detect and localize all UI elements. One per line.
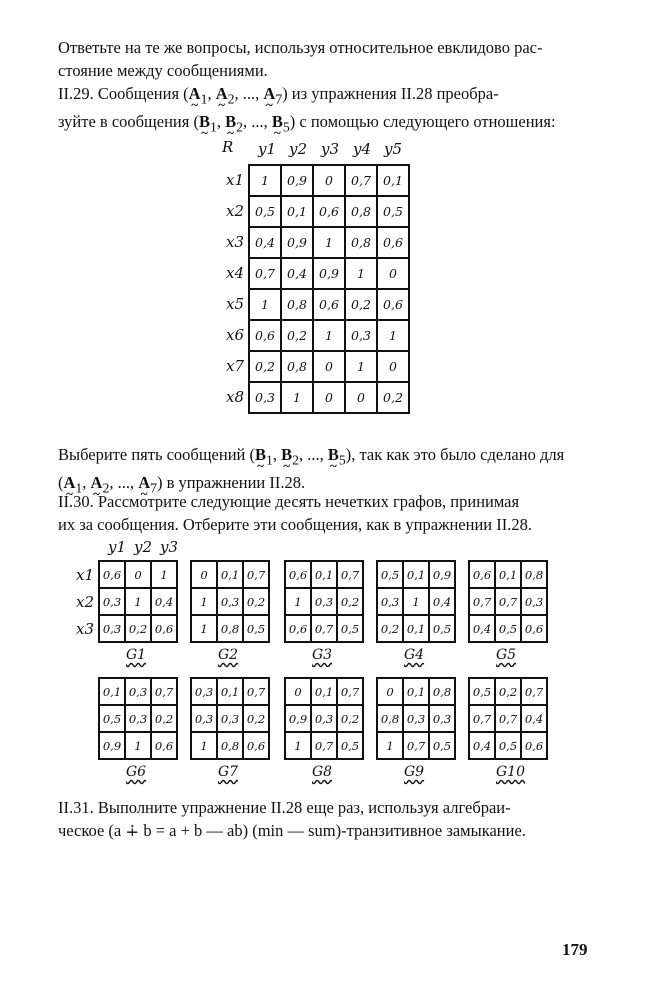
- graph-cell: 0,6: [469, 561, 495, 588]
- graph-cell: 0,2: [337, 705, 363, 732]
- relation-row: [249, 227, 409, 258]
- graph-cell: 0,3: [99, 615, 125, 642]
- graph-label: G6: [126, 764, 147, 780]
- graph-cell: 0,1: [403, 561, 429, 588]
- graph-row: [99, 705, 177, 732]
- relation-cell: 0,5: [249, 196, 281, 227]
- relation-cell: 1: [281, 382, 313, 413]
- row-header: x6: [226, 326, 245, 344]
- graph-cell: 0,3: [125, 678, 151, 705]
- text-line: Ответьте на те же вопросы, используя относительное евклидово рас-: [58, 38, 543, 57]
- graph-row: [469, 678, 547, 705]
- graph-cell: 0,9: [99, 732, 125, 759]
- relation-cell: 0,8: [345, 196, 377, 227]
- graph-cell: 0,1: [495, 561, 521, 588]
- graph-row: [191, 678, 269, 705]
- relation-row: [249, 289, 409, 320]
- graph-cell: 0,2: [243, 588, 269, 615]
- fuzzy-graph-table: [284, 677, 364, 760]
- graph-cell: 0,1: [403, 615, 429, 642]
- row-header: x2: [76, 593, 95, 611]
- relation-cell: 0,2: [345, 289, 377, 320]
- graph-cell: 0,4: [469, 732, 495, 759]
- graph-label: G7: [218, 764, 239, 780]
- graph-cell: 1: [191, 732, 217, 759]
- row-header: x4: [226, 264, 245, 282]
- relation-cell: 0: [345, 382, 377, 413]
- relation-cell: 0: [313, 351, 345, 382]
- relation-cell: 0,2: [281, 320, 313, 351]
- graph-cell: 0,4: [521, 705, 547, 732]
- graph-cell: 0,3: [217, 705, 243, 732]
- exercise-II-30: [58, 490, 598, 536]
- graph-label: G9: [404, 764, 425, 780]
- graph-cell: 0,3: [377, 588, 403, 615]
- graph-label: G5: [496, 647, 517, 663]
- relation-cell: 0,4: [281, 258, 313, 289]
- fuzzy-graph-table: [376, 560, 456, 643]
- graph-label: G3: [312, 647, 333, 663]
- graph-row: [285, 588, 363, 615]
- graph-cell: 0,5: [495, 732, 521, 759]
- row-header: x3: [226, 233, 245, 251]
- relation-cell: 0,6: [249, 320, 281, 351]
- text-line: стояние между сообщениями.: [58, 61, 268, 80]
- graph-cell: 0: [285, 678, 311, 705]
- graph-cell: 0,5: [243, 615, 269, 642]
- graph-cell: 0,7: [337, 678, 363, 705]
- col-header: y3: [160, 538, 179, 556]
- relation-cell: 1: [249, 289, 281, 320]
- graph-cell: 0,8: [429, 678, 455, 705]
- fuzzy-graph-table: [468, 677, 548, 760]
- graph-row: [377, 561, 455, 588]
- row-header: x2: [226, 202, 245, 220]
- relation-cell: 0,2: [249, 351, 281, 382]
- relation-cell: 0,7: [249, 258, 281, 289]
- graph-cell: 0,2: [495, 678, 521, 705]
- graph-cell: 0,8: [377, 705, 403, 732]
- graph-cell: 0,2: [151, 705, 177, 732]
- relation-cell: 1: [345, 258, 377, 289]
- graph-cell: 0,3: [429, 705, 455, 732]
- graph-cell: 1: [151, 561, 177, 588]
- graph-cell: 0,5: [429, 615, 455, 642]
- graph-row: [377, 615, 455, 642]
- graph-cell: 1: [125, 588, 151, 615]
- graph-cell: 0,4: [151, 588, 177, 615]
- relation-cell: 0,6: [377, 289, 409, 320]
- graph-cell: 1: [377, 732, 403, 759]
- text-line: их за сообщения. Отберите эти сообщения, как в упражнении II.28.: [58, 515, 532, 534]
- graph-cell: 0,3: [99, 588, 125, 615]
- graph-label: G10: [496, 764, 525, 780]
- graph-cell: 0,5: [337, 615, 363, 642]
- graph-cell: 0,3: [191, 705, 217, 732]
- graph-cell: 0,9: [429, 561, 455, 588]
- fuzzy-graph-table: [190, 677, 270, 760]
- relation-row: [249, 165, 409, 196]
- graph-row: [377, 732, 455, 759]
- graph-cell: 0,5: [377, 561, 403, 588]
- graph-cell: 0,1: [217, 678, 243, 705]
- relation-cell: 0,6: [377, 227, 409, 258]
- graph-cell: 0,7: [151, 678, 177, 705]
- relation-cell: 0,6: [313, 196, 345, 227]
- graph-cell: 0,1: [217, 561, 243, 588]
- graph-cell: 0,6: [99, 561, 125, 588]
- text-line: II.30. Рассмотрите следующие десять нечетких графов, принимая: [58, 492, 520, 511]
- relation-row: [249, 351, 409, 382]
- graph-cell: 0,7: [469, 588, 495, 615]
- graph-row: [469, 561, 547, 588]
- graph-cell: 0,5: [337, 732, 363, 759]
- graph-cell: 0,1: [311, 561, 337, 588]
- graph-row: [99, 678, 177, 705]
- col-header: y1: [258, 140, 277, 158]
- col-header: y3: [321, 140, 340, 158]
- graph-row: [377, 678, 455, 705]
- relation-cell: 0: [377, 258, 409, 289]
- graph-cell: 0,2: [243, 705, 269, 732]
- graph-cell: 0,7: [243, 678, 269, 705]
- graph-cell: 0,2: [337, 588, 363, 615]
- relation-cell: 0,1: [377, 165, 409, 196]
- relation-cell: 1: [249, 165, 281, 196]
- relation-cell: 0,8: [281, 289, 313, 320]
- graph-cell: 0,6: [521, 615, 547, 642]
- graph-cell: 0,3: [217, 588, 243, 615]
- graph-cell: 0,6: [243, 732, 269, 759]
- graph-cell: 0,5: [495, 615, 521, 642]
- graph-cell: 0,7: [521, 678, 547, 705]
- graph-row: [191, 588, 269, 615]
- col-header: y5: [384, 140, 403, 158]
- relation-cell: 1: [313, 227, 345, 258]
- graph-cell: 0,3: [311, 588, 337, 615]
- relation-cell: 0: [313, 382, 345, 413]
- graph-row: [285, 615, 363, 642]
- text-line: (A $\sim_1$, A $\sim_2$, ..., A $\sim_7$) в упражнении II.28.: [58, 471, 598, 499]
- relation-cell: 0,1: [281, 196, 313, 227]
- graph-cell: 0,5: [429, 732, 455, 759]
- relation-cell: 1: [313, 320, 345, 351]
- graph-row: [191, 732, 269, 759]
- graph-cell: 0,6: [521, 732, 547, 759]
- graph-row: [469, 588, 547, 615]
- relation-cell: 0,8: [281, 351, 313, 382]
- graph-cell: 0,6: [151, 732, 177, 759]
- col-header: y2: [134, 538, 153, 556]
- graph-cell: 0,6: [285, 561, 311, 588]
- fuzzy-graph-table: [98, 560, 178, 643]
- graph-cell: 0,7: [337, 561, 363, 588]
- relation-cell: 0,9: [281, 165, 313, 196]
- row-header: x1: [76, 566, 95, 584]
- graph-cell: 0,7: [469, 705, 495, 732]
- text-line: ческое (a ∔ b = a + b — ab) (min — sum)-транзитивное замыкание.: [58, 821, 526, 840]
- relation-row: [249, 320, 409, 351]
- graph-cell: 0,7: [403, 732, 429, 759]
- fuzzy-graph-table: [98, 677, 178, 760]
- relation-cell: 0,9: [313, 258, 345, 289]
- paragraph-intro: [58, 36, 598, 82]
- col-header: y4: [353, 140, 372, 158]
- relation-cell: 1: [345, 351, 377, 382]
- graph-row: [191, 615, 269, 642]
- text-line: II.31. Выполните упражнение II.28 еще раз, используя алгебраи-: [58, 798, 511, 817]
- graph-cell: 0,1: [99, 678, 125, 705]
- graph-label: G4: [404, 647, 425, 663]
- row-header: x5: [226, 295, 245, 313]
- graph-row: [191, 705, 269, 732]
- text-line: II.29. Сообщения (A $\sim_1$, A $\sim_2$, ..., A $\sim_7$) из упражнения II.28 преобра-: [58, 82, 598, 110]
- graph-cell: 1: [285, 588, 311, 615]
- text-line: Выберите пять сообщений (B $\sim_1$, B $\sim_2$, ..., B $\sim_5$), так как это было сделано для: [58, 443, 598, 471]
- graph-cell: 0,7: [311, 732, 337, 759]
- graph-cell: 0,6: [285, 615, 311, 642]
- graph-cell: 0,4: [469, 615, 495, 642]
- relation-cell: 0,8: [345, 227, 377, 258]
- graph-cell: 0,5: [99, 705, 125, 732]
- relation-cell: 0,5: [377, 196, 409, 227]
- row-header: x8: [226, 388, 245, 406]
- graph-row: [285, 732, 363, 759]
- graph-cell: 0: [377, 678, 403, 705]
- relation-symbol: R: [222, 138, 234, 156]
- relation-cell: 0,9: [281, 227, 313, 258]
- graph-row: [377, 705, 455, 732]
- graph-row: [285, 561, 363, 588]
- graph-cell: 0,1: [311, 678, 337, 705]
- graph-cell: 0,4: [429, 588, 455, 615]
- graph-cell: 0,7: [243, 561, 269, 588]
- graph-cell: 0,3: [191, 678, 217, 705]
- graph-cell: 0,1: [403, 678, 429, 705]
- graph-cell: 0,3: [403, 705, 429, 732]
- fuzzy-graph-table: [376, 677, 456, 760]
- relation-row: [249, 258, 409, 289]
- col-header: y2: [289, 140, 308, 158]
- graph-row: [469, 705, 547, 732]
- graph-cell: 0,8: [217, 732, 243, 759]
- graph-cell: 0,7: [311, 615, 337, 642]
- row-header: x3: [76, 620, 95, 638]
- graph-cell: 0,3: [521, 588, 547, 615]
- row-header: x7: [226, 357, 245, 375]
- relation-cell: 0,4: [249, 227, 281, 258]
- graph-label: G1: [126, 647, 147, 663]
- graph-cell: 1: [403, 588, 429, 615]
- graph-row: [285, 678, 363, 705]
- relation-cell: 0,3: [249, 382, 281, 413]
- graph-cell: 1: [191, 615, 217, 642]
- graph-cell: 0,5: [469, 678, 495, 705]
- graph-cell: 0,2: [125, 615, 151, 642]
- relation-table: [248, 164, 410, 414]
- graph-row: [99, 588, 177, 615]
- fuzzy-graph-table: [190, 560, 270, 643]
- row-header: x1: [226, 171, 245, 189]
- graph-cell: 0,9: [285, 705, 311, 732]
- graph-row: [99, 615, 177, 642]
- graph-row: [99, 732, 177, 759]
- page-number: 179: [562, 940, 588, 959]
- relation-cell: 0: [377, 351, 409, 382]
- relation-row: [249, 196, 409, 227]
- graph-row: [285, 705, 363, 732]
- graph-cell: 0: [191, 561, 217, 588]
- exercise-II-29: [58, 82, 598, 139]
- graph-label: G8: [312, 764, 333, 780]
- graph-row: [377, 588, 455, 615]
- col-header: y1: [108, 538, 127, 556]
- relation-row: [249, 382, 409, 413]
- relation-cell: 0,2: [377, 382, 409, 413]
- graph-row: [469, 732, 547, 759]
- graph-cell: 0,8: [217, 615, 243, 642]
- graph-cell: 0: [125, 561, 151, 588]
- graph-cell: 1: [125, 732, 151, 759]
- fuzzy-graph-table: [468, 560, 548, 643]
- graph-cell: 0,7: [495, 588, 521, 615]
- graph-cell: 0,3: [311, 705, 337, 732]
- graph-cell: 0,8: [521, 561, 547, 588]
- graph-cell: 0,3: [125, 705, 151, 732]
- relation-cell: 1: [377, 320, 409, 351]
- graph-cell: 0,2: [377, 615, 403, 642]
- relation-cell: 0,7: [345, 165, 377, 196]
- graph-cell: 0,6: [151, 615, 177, 642]
- exercise-II-31: [58, 796, 598, 842]
- fuzzy-graph-table: [284, 560, 364, 643]
- graph-row: [191, 561, 269, 588]
- text-line: зуйте в сообщения (B $\sim_1$, B $\sim_2$, ..., B $\sim_5$) с помощью следующего отношения:: [58, 110, 598, 138]
- graph-row: [99, 561, 177, 588]
- relation-cell: 0: [313, 165, 345, 196]
- graph-label: G2: [218, 647, 239, 663]
- graph-cell: 1: [285, 732, 311, 759]
- graph-row: [469, 615, 547, 642]
- relation-cell: 0,3: [345, 320, 377, 351]
- relation-cell: 0,6: [313, 289, 345, 320]
- graph-cell: 1: [191, 588, 217, 615]
- graph-cell: 0,7: [495, 705, 521, 732]
